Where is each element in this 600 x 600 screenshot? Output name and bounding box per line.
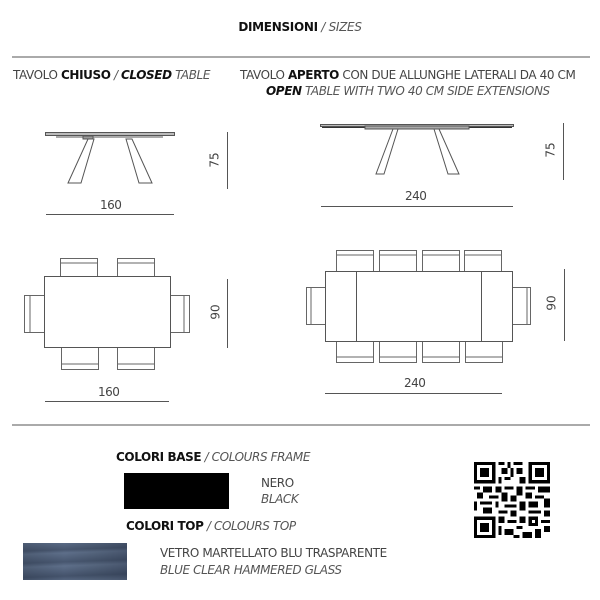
frame-colour-name-en: BLACK	[261, 492, 299, 506]
closed-side-width-label: 160	[100, 198, 122, 212]
colours-frame-header: COLORI BASE / COLOURS FRAME	[116, 450, 310, 464]
page-title: DIMENSIONI / SIZES	[238, 20, 362, 34]
closed-side-height-label: 75	[207, 152, 222, 168]
title-it: DIMENSIONI	[238, 20, 318, 34]
closed-table-header: TAVOLO CHIUSO / CLOSED TABLE	[13, 68, 211, 82]
top-colour-name-it: VETRO MARTELLATO BLU TRASPARENTE	[160, 546, 387, 560]
closed-top-depth-label: 90	[208, 304, 223, 320]
colours-top-header: COLORI TOP / COLOURS TOP	[126, 519, 296, 533]
open-top-width-line	[325, 393, 502, 394]
open-top-depth-line	[564, 269, 565, 341]
divider-bottom	[12, 424, 590, 426]
open-top-depth-label: 90	[544, 295, 559, 311]
open-side-width-label: 240	[405, 189, 427, 203]
open-side-height-label: 75	[543, 142, 558, 158]
closed-top-width-label: 160	[98, 385, 120, 399]
open-top-width-label: 240	[404, 376, 426, 390]
qr-code-icon	[474, 462, 550, 538]
open-table-header-line1: TAVOLO APERTO CON DUE ALLUNGHE LATERALI DA 40 CM	[240, 68, 576, 82]
title-en: SIZES	[328, 20, 362, 34]
swatch-black	[124, 473, 229, 509]
top-colour-name-en: BLUE CLEAR HAMMERED GLASS	[160, 563, 342, 577]
swatch-blue-hammered-glass	[23, 543, 127, 580]
frame-colour-name-it: NERO	[261, 476, 294, 490]
open-table-header-line2: OPEN TABLE WITH TWO 40 CM SIDE EXTENSIONS	[266, 84, 550, 98]
